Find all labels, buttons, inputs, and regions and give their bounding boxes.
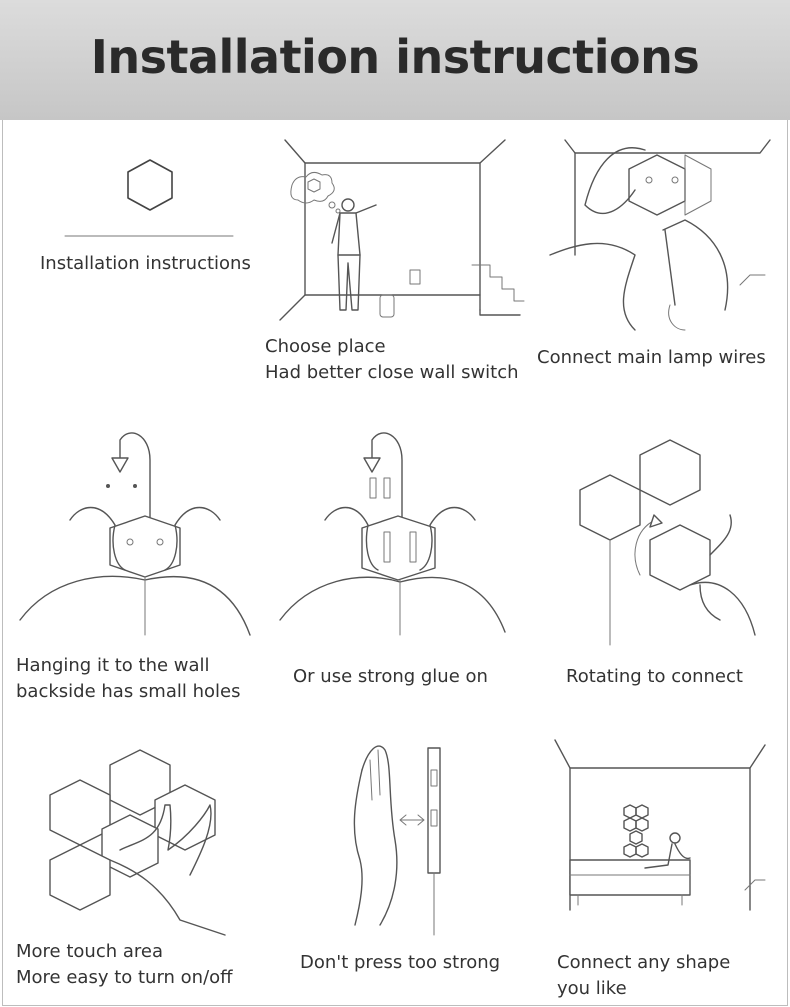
step-1-caption: Installation instructions [40, 253, 251, 274]
step-3-illustration [545, 135, 770, 330]
step-3-caption: Connect main lamp wires [537, 347, 766, 368]
divider-line [65, 234, 235, 238]
step-4-caption: Hanging it to the wall backside has small holes [16, 655, 241, 702]
page-title: Installation instructions [90, 30, 700, 84]
step-2-illustration [280, 135, 525, 330]
step-6-illustration [570, 435, 770, 650]
step-9-caption: Connect any shape you like [557, 952, 731, 999]
step-7-illustration [40, 745, 255, 935]
step-8-caption: Don't press too strong [300, 952, 501, 973]
step-9-illustration [550, 740, 770, 910]
step-6-caption: Rotating to connect [566, 666, 743, 687]
step-8-illustration [340, 740, 450, 940]
header-banner [0, 0, 790, 120]
step-7-caption: More touch area More easy to turn on/off [16, 941, 233, 988]
step-2-caption: Choose place Had better close wall switch [265, 336, 519, 383]
step-4-illustration [20, 420, 255, 640]
hexagon-icon [120, 155, 180, 215]
step-5-illustration [280, 420, 510, 640]
step-5-caption: Or use strong glue on [293, 666, 488, 687]
